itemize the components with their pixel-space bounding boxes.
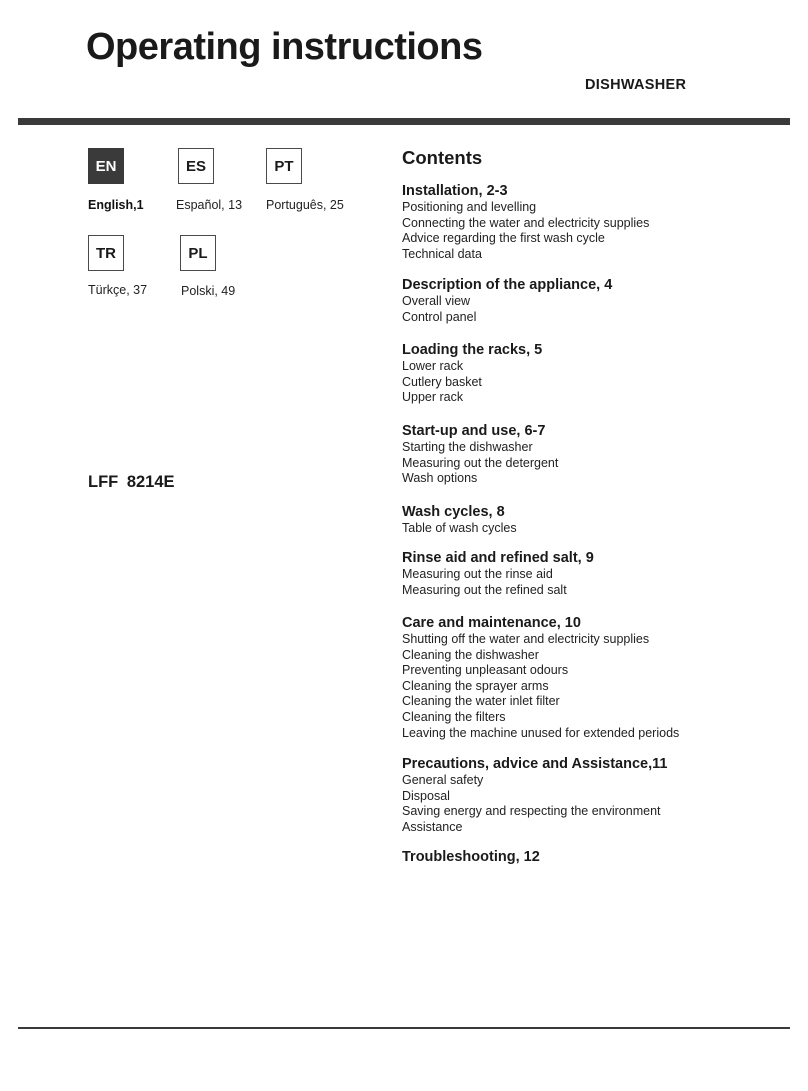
toc-section-loading xyxy=(402,341,542,406)
product-type: DISHWASHER xyxy=(585,77,687,93)
model-number: LFF 8214E xyxy=(88,473,175,491)
toc-heading[interactable]: Start-up and use, 6-7 xyxy=(402,423,546,439)
toc-item[interactable]: Assistance xyxy=(402,819,463,834)
toc-section-description xyxy=(402,276,612,325)
toc-item[interactable]: Preventing unpleasant odours xyxy=(402,663,569,678)
toc-item[interactable]: Lower rack xyxy=(402,359,464,373)
lang-label-es[interactable]: Español, 13 xyxy=(176,198,243,212)
toc-item[interactable]: Leaving the machine unused for extended periods xyxy=(402,725,680,740)
header-divider xyxy=(18,118,790,125)
toc-item[interactable]: Positioning and levelling xyxy=(402,200,537,214)
lang-box-es[interactable]: ES xyxy=(178,148,214,184)
toc-heading[interactable]: Troubleshooting, 12 xyxy=(402,849,540,865)
lang-box-en[interactable]: EN xyxy=(88,148,124,184)
toc-heading[interactable]: Precautions, advice and Assistance,11 xyxy=(402,756,668,772)
footer-divider xyxy=(18,1027,790,1029)
toc-item[interactable]: Control panel xyxy=(402,309,477,324)
toc-item[interactable]: Measuring out the refined salt xyxy=(402,582,567,597)
toc-heading[interactable]: Description of the appliance, 4 xyxy=(402,277,613,293)
toc-heading[interactable]: Rinse aid and refined salt, 9 xyxy=(402,550,594,566)
toc-section-precautions xyxy=(402,755,667,835)
toc-heading[interactable]: Loading the racks, 5 xyxy=(402,342,543,358)
toc-item[interactable]: Measuring out the detergent xyxy=(402,455,559,470)
toc-item[interactable]: Cutlery basket xyxy=(402,374,482,389)
toc-section-wash-cycles xyxy=(402,503,517,537)
toc-item[interactable]: Cleaning the water inlet filter xyxy=(402,694,560,709)
toc-item[interactable]: Disposal xyxy=(402,788,450,803)
page-title: Operating instructions xyxy=(86,26,483,68)
toc-item[interactable]: Cleaning the sprayer arms xyxy=(402,678,549,693)
toc-item[interactable]: Table of wash cycles xyxy=(402,521,517,535)
toc-item[interactable]: Cleaning the dishwasher xyxy=(402,647,539,662)
toc-item[interactable]: Upper rack xyxy=(402,390,464,405)
toc-item[interactable]: Connecting the water and electricity supplies xyxy=(402,215,650,230)
toc-item[interactable]: Measuring out the rinse aid xyxy=(402,567,553,581)
toc-item[interactable]: General safety xyxy=(402,773,484,787)
toc-section-startup xyxy=(402,422,558,487)
toc-item[interactable]: Technical data xyxy=(402,246,482,261)
toc-section-care xyxy=(402,614,679,741)
toc-section-rinse-aid xyxy=(402,549,594,598)
toc-item[interactable]: Saving energy and respecting the environment xyxy=(402,804,661,819)
lang-label-pl[interactable]: Polski, 49 xyxy=(181,284,236,298)
toc-item[interactable]: Shutting off the water and electricity supplies xyxy=(402,632,650,646)
toc-item[interactable]: Overall view xyxy=(402,294,471,308)
lang-label-en[interactable]: English,1 xyxy=(88,198,144,212)
lang-label-pt[interactable]: Português, 25 xyxy=(266,198,344,212)
toc-heading[interactable]: Care and maintenance, 10 xyxy=(402,615,581,631)
lang-label-tr[interactable]: Türkçe, 37 xyxy=(88,283,148,297)
lang-box-pt[interactable]: PT xyxy=(266,148,302,184)
toc-item[interactable]: Wash options xyxy=(402,471,478,486)
toc-section-troubleshooting xyxy=(402,848,540,866)
contents-title: Contents xyxy=(402,147,483,168)
toc-heading[interactable]: Wash cycles, 8 xyxy=(402,504,505,520)
lang-box-tr[interactable]: TR xyxy=(88,235,124,271)
toc-item[interactable]: Advice regarding the first wash cycle xyxy=(402,231,605,246)
toc-heading[interactable]: Installation, 2-3 xyxy=(402,183,508,199)
toc-section-installation xyxy=(402,182,649,262)
lang-box-pl[interactable]: PL xyxy=(180,235,216,271)
toc-item[interactable]: Starting the dishwasher xyxy=(402,440,533,454)
toc-item[interactable]: Cleaning the filters xyxy=(402,709,506,724)
